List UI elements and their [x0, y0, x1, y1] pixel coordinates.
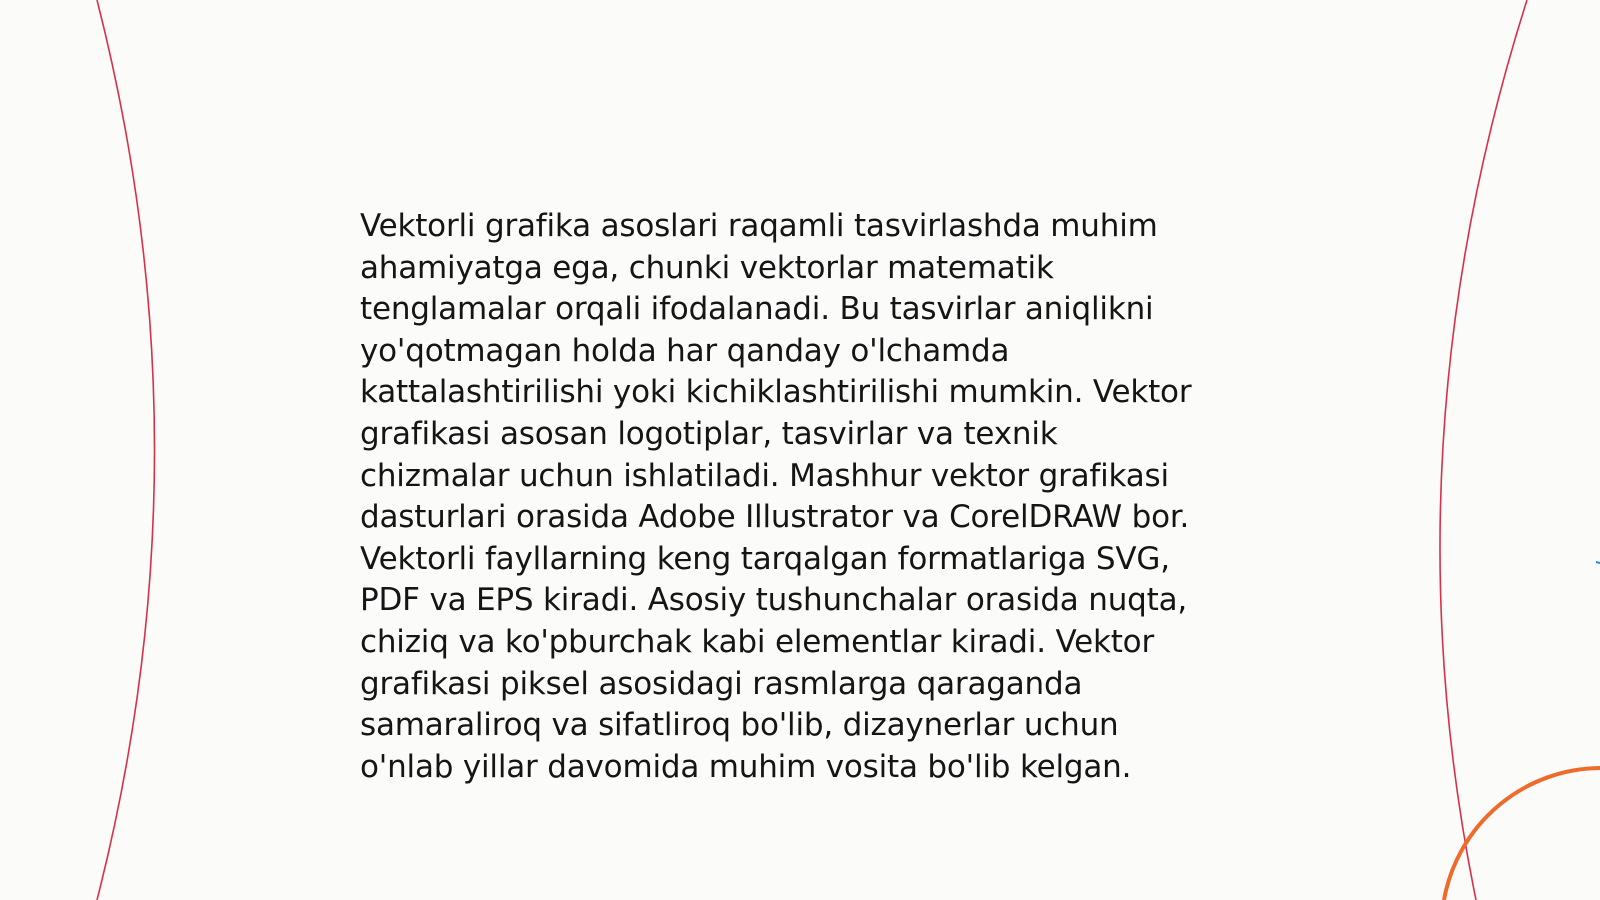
body-line: chizmalar uchun ishlatiladi. Mashhur vektor grafikasi — [360, 457, 1169, 494]
left-arc-decoration — [97, 0, 155, 900]
body-paragraph — [360, 206, 1260, 788]
accent-tick-decoration — [1596, 562, 1600, 563]
corner-circle-arc-decoration — [1444, 768, 1600, 900]
body-line: dasturlari orasida Adobe Illustrator va CorelDRAW bor. — [360, 499, 1190, 536]
body-line: grafikasi asosan logotiplar, tasvirlar va texnik — [360, 415, 1058, 452]
body-line: kattalashtirilishi yoki kichiklashtirilishi mumkin. Vektor — [360, 374, 1192, 411]
body-line: grafikasi piksel asosidagi rasmlarga qaraganda — [360, 665, 1083, 702]
body-line: yo'qotmagan holda har qanday o'lchamda — [360, 332, 1010, 369]
body-line: PDF va EPS kiradi. Asosiy tushunchalar orasida nuqta, — [360, 582, 1188, 619]
body-line: o'nlab yillar davomida muhim vosita bo'lib kelgan. — [360, 748, 1132, 785]
body-line: Vektorli fayllarning keng tarqalgan formatlariga SVG, — [360, 540, 1170, 577]
body-line: chiziq va ko'pburchak kabi elementlar kiradi. Vektor — [360, 623, 1154, 660]
body-line: ahamiyatga ega, chunki vektorlar matematik — [360, 249, 1054, 286]
body-line: samaraliroq va sifatliroq bo'lib, dizaynerlar uchun — [360, 707, 1119, 744]
right-arc-decoration — [1440, 0, 1527, 900]
body-line: Vektorli grafika asoslari raqamli tasvirlashda muhim — [360, 208, 1158, 244]
body-line: tenglamalar orqali ifodalanadi. Bu tasvirlar aniqlikni — [360, 291, 1154, 328]
